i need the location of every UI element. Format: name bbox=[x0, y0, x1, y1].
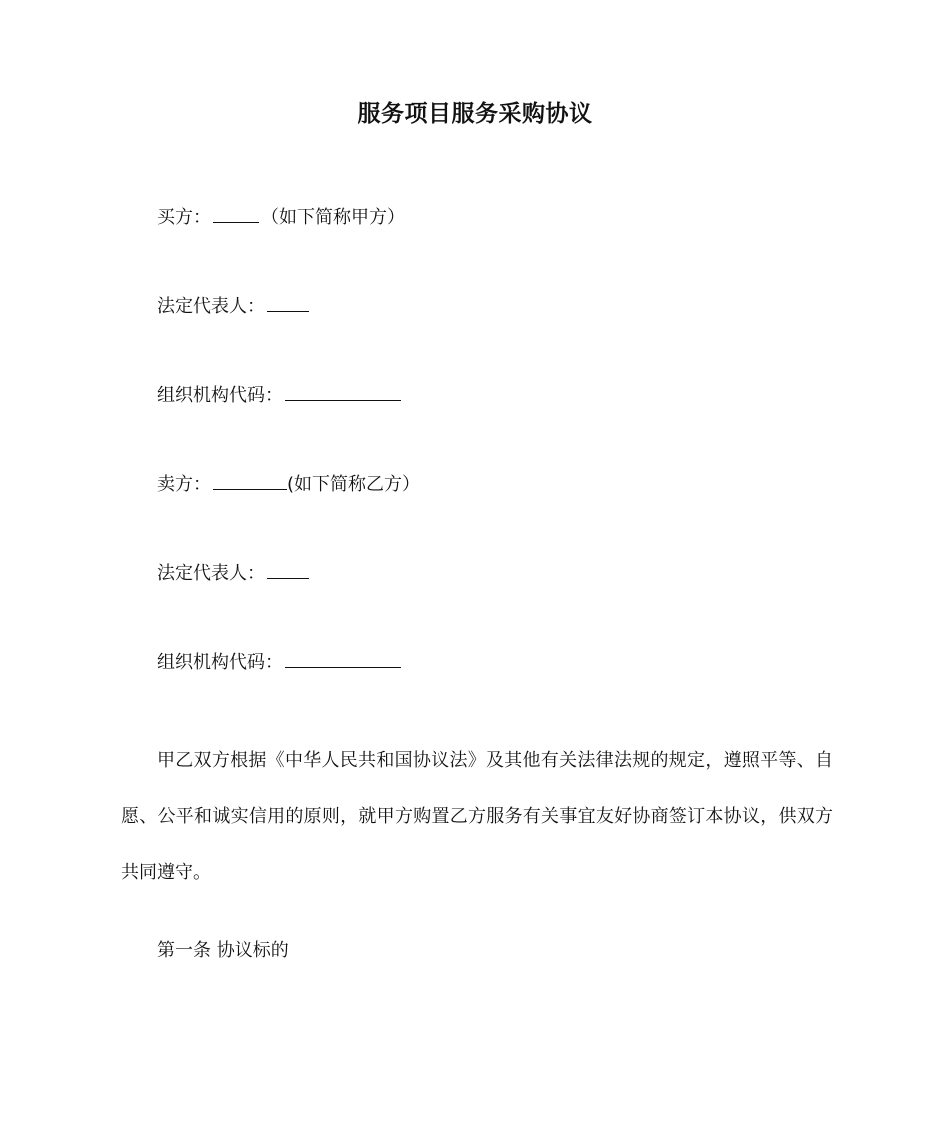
document-title: 服务项目服务采购协议 bbox=[357, 101, 593, 127]
seller-org-code-label: 组织机构代码： bbox=[157, 652, 283, 673]
article-1-heading: 第一条 协议标的 bbox=[157, 940, 289, 961]
seller-representative-label: 法定代表人： bbox=[157, 563, 265, 584]
seller-line bbox=[157, 471, 420, 498]
seller-suffix: (如下简称乙方） bbox=[287, 474, 421, 495]
seller-representative-line bbox=[157, 560, 311, 587]
preamble-paragraph: 甲乙双方根据《中华人民共和国协议法》及其他有关法律法规的规定，遵照平等、自愿、公平和诚实信用的原则，就甲方购置乙方服务有关事宜友好协商签订本协议，供双方共同遵守。 bbox=[121, 750, 833, 883]
buyer-org-code-blank bbox=[285, 382, 401, 401]
seller-label: 卖方： bbox=[157, 474, 211, 495]
buyer-representative-label: 法定代表人： bbox=[157, 296, 265, 317]
buyer-representative-line bbox=[157, 293, 311, 320]
buyer-line bbox=[157, 204, 405, 231]
seller-blank bbox=[213, 471, 287, 490]
buyer-org-code-label: 组织机构代码： bbox=[157, 385, 283, 406]
buyer-label: 买方： bbox=[157, 207, 211, 228]
buyer-blank bbox=[213, 204, 259, 223]
buyer-representative-blank bbox=[267, 293, 309, 312]
seller-org-code-line bbox=[157, 649, 403, 676]
buyer-suffix: （如下简称甲方） bbox=[261, 207, 405, 228]
seller-representative-blank bbox=[267, 560, 309, 579]
seller-org-code-blank bbox=[285, 649, 401, 668]
buyer-org-code-line bbox=[157, 382, 403, 409]
